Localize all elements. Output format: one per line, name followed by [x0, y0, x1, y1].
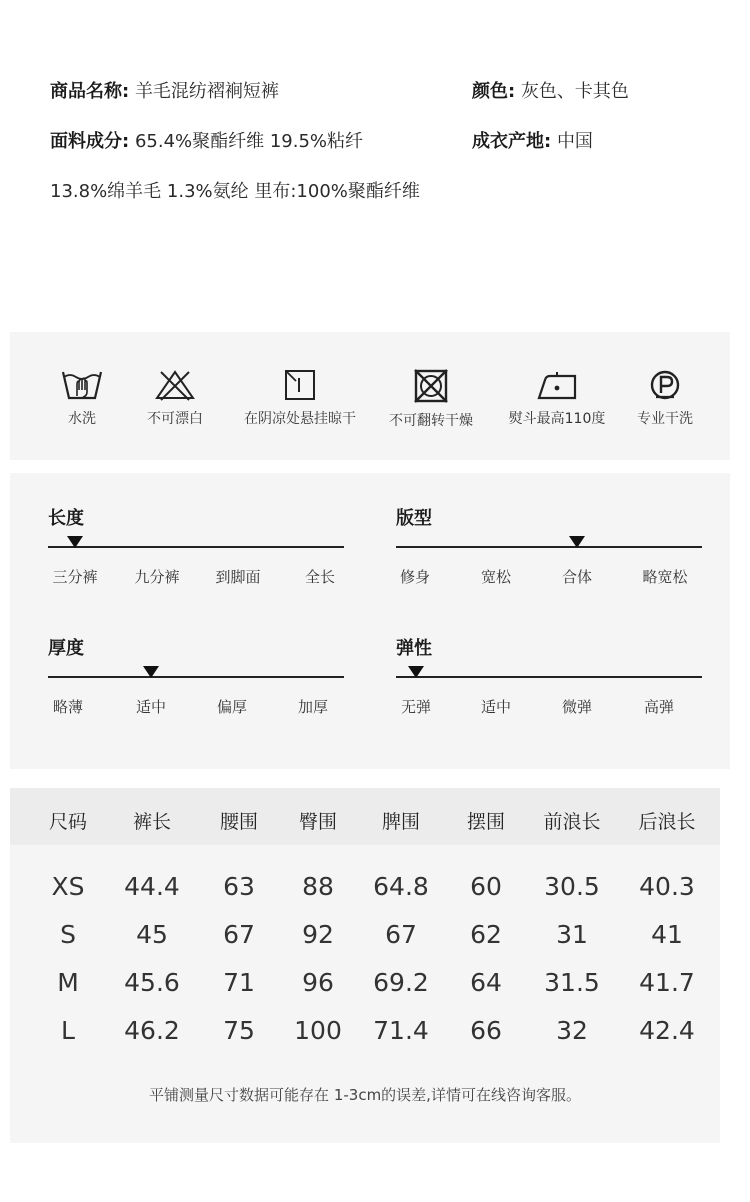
- size-value-cell: 67: [223, 920, 255, 949]
- fit-thickness-option: 适中: [135, 698, 166, 716]
- care-item-no-bleach: [135, 368, 215, 428]
- size-value-cell: 30.5: [544, 872, 600, 901]
- fit-thickness-scale-line: [48, 676, 344, 678]
- origin-row: [472, 130, 593, 154]
- fit-thickness-option: 略薄: [52, 698, 83, 716]
- size-value-cell: 44.4: [124, 872, 180, 901]
- fit-elasticity-title: 弹性: [396, 638, 432, 659]
- fit-shape-option: 宽松: [480, 568, 511, 586]
- size-value-cell: 40.3: [639, 872, 695, 901]
- fit-shape-option: 合体: [561, 568, 592, 586]
- fabric-row: [50, 130, 363, 154]
- size-table-header-cell: 尺码: [48, 811, 87, 833]
- fit-elasticity-option: 适中: [480, 698, 511, 716]
- size-value-cell: 63: [223, 872, 255, 901]
- care-item-line-dry: [238, 368, 362, 428]
- size-value-cell: 100: [294, 1016, 342, 1045]
- care-label-no-tumble-dry: 不可翻转干燥: [389, 413, 473, 429]
- size-value-cell: 71: [223, 968, 255, 997]
- fit-thickness-option: 加厚: [297, 698, 328, 716]
- fit-length-option: 九分裤: [134, 568, 180, 586]
- size-code-cell: L: [61, 1016, 75, 1045]
- fit-shape-title: 版型: [396, 508, 432, 529]
- fit-shape-scale-line: [396, 546, 702, 548]
- fit-elasticity-scale-line: [396, 676, 702, 678]
- product-name-label: 商品名称:: [50, 81, 130, 102]
- fit-length-option: 到脚面: [215, 568, 261, 586]
- size-table-header-cell: 臀围: [298, 811, 337, 833]
- size-value-cell: 64.8: [373, 872, 429, 901]
- size-value-cell: 67: [385, 920, 417, 949]
- no-bleach-icon: [153, 368, 197, 402]
- product-name-value: 羊毛混纺褶裥短裤: [134, 81, 279, 102]
- size-table-header-cell: 后浪长: [638, 811, 696, 833]
- size-value-cell: 41.7: [639, 968, 695, 997]
- size-value-cell: 62: [470, 920, 502, 949]
- fit-panel: [10, 473, 730, 769]
- size-value-cell: 41: [651, 920, 683, 949]
- fit-elasticity-option: 无弹: [400, 698, 431, 716]
- size-value-cell: 96: [302, 968, 334, 997]
- size-value-cell: 60: [470, 872, 502, 901]
- size-value-cell: 92: [302, 920, 334, 949]
- fit-thickness-marker: [143, 666, 159, 678]
- fit-length-option: 全长: [304, 568, 335, 586]
- no-tumble-dry-icon: [413, 368, 449, 404]
- fit-length-scale-line: [48, 546, 344, 548]
- fit-length-title: 长度: [48, 508, 84, 529]
- product-color-row: [472, 80, 629, 104]
- hand-wash-icon: [61, 368, 103, 402]
- care-label-dry-clean: 专业干洗: [637, 411, 693, 427]
- size-table-header-cell: 摆围: [466, 811, 505, 833]
- care-item-hand-wash: [52, 368, 112, 428]
- size-value-cell: 31.5: [544, 968, 600, 997]
- fit-shape-marker: [569, 536, 585, 548]
- size-value-cell: 45: [136, 920, 168, 949]
- care-label-no-bleach: 不可漂白: [147, 411, 203, 427]
- fabric-value: 65.4%聚酯纤维 19.5%粘纤: [134, 131, 364, 152]
- care-item-dry-clean: [630, 368, 700, 428]
- size-value-cell: 31: [556, 920, 588, 949]
- size-table-header-cell: 腰围: [219, 811, 258, 833]
- size-value-cell: 45.6: [124, 968, 180, 997]
- care-item-iron: [507, 368, 607, 428]
- origin-value: 中国: [556, 131, 593, 152]
- fit-elasticity-option: 微弹: [561, 698, 592, 716]
- fit-thickness-option: 偏厚: [216, 698, 247, 716]
- origin-label: 成衣产地:: [472, 131, 552, 152]
- fabric-label: 面料成分:: [50, 131, 130, 152]
- product-color-label: 颜色:: [472, 81, 516, 102]
- care-label-line-dry: 在阴凉处悬挂晾干: [244, 411, 356, 427]
- professional-dry-clean-icon: [648, 368, 682, 402]
- fit-length-marker: [67, 536, 83, 548]
- fabric-line2: 13.8%绵羊毛 1.3%氨纶 里布:100%聚酯纤维: [50, 181, 420, 202]
- size-table-header-cell: 前浪长: [543, 811, 601, 833]
- fit-thickness-title: 厚度: [48, 638, 84, 659]
- size-value-cell: 69.2: [373, 968, 429, 997]
- fit-shape-option: 略宽松: [642, 568, 688, 586]
- care-item-no-tumble-dry: [385, 368, 477, 430]
- size-value-cell: 75: [223, 1016, 255, 1045]
- size-table-header: [10, 788, 720, 845]
- fit-elasticity-marker: [408, 666, 424, 678]
- size-code-cell: XS: [51, 872, 85, 901]
- size-value-cell: 42.4: [639, 1016, 695, 1045]
- care-instructions-panel: [10, 332, 730, 460]
- iron-icon: [535, 368, 579, 402]
- product-name-row: [50, 80, 279, 104]
- size-value-cell: 71.4: [373, 1016, 429, 1045]
- size-table: [10, 788, 720, 1143]
- measurement-note: 平铺测量尺寸数据可能存在 1-3cm的误差,详情可在线咨询客服。: [149, 1086, 581, 1104]
- size-code-cell: M: [57, 968, 79, 997]
- size-value-cell: 64: [470, 968, 502, 997]
- size-value-cell: 88: [302, 872, 334, 901]
- size-value-cell: 46.2: [124, 1016, 180, 1045]
- care-label-iron: 熨斗最高110度: [508, 411, 606, 427]
- size-table-header-cell: 裤长: [132, 811, 171, 833]
- size-value-cell: 66: [470, 1016, 502, 1045]
- fit-shape-option: 修身: [399, 568, 430, 586]
- size-value-cell: 32: [556, 1016, 588, 1045]
- fit-elasticity-option: 高弹: [643, 698, 674, 716]
- product-color-value: 灰色、卡其色: [520, 81, 629, 102]
- size-table-header-cell: 脾围: [381, 811, 420, 833]
- care-label-hand-wash: 水洗: [68, 411, 96, 427]
- size-code-cell: S: [60, 920, 76, 949]
- line-dry-shade-icon: [283, 368, 317, 402]
- fit-length-option: 三分裤: [52, 568, 98, 586]
